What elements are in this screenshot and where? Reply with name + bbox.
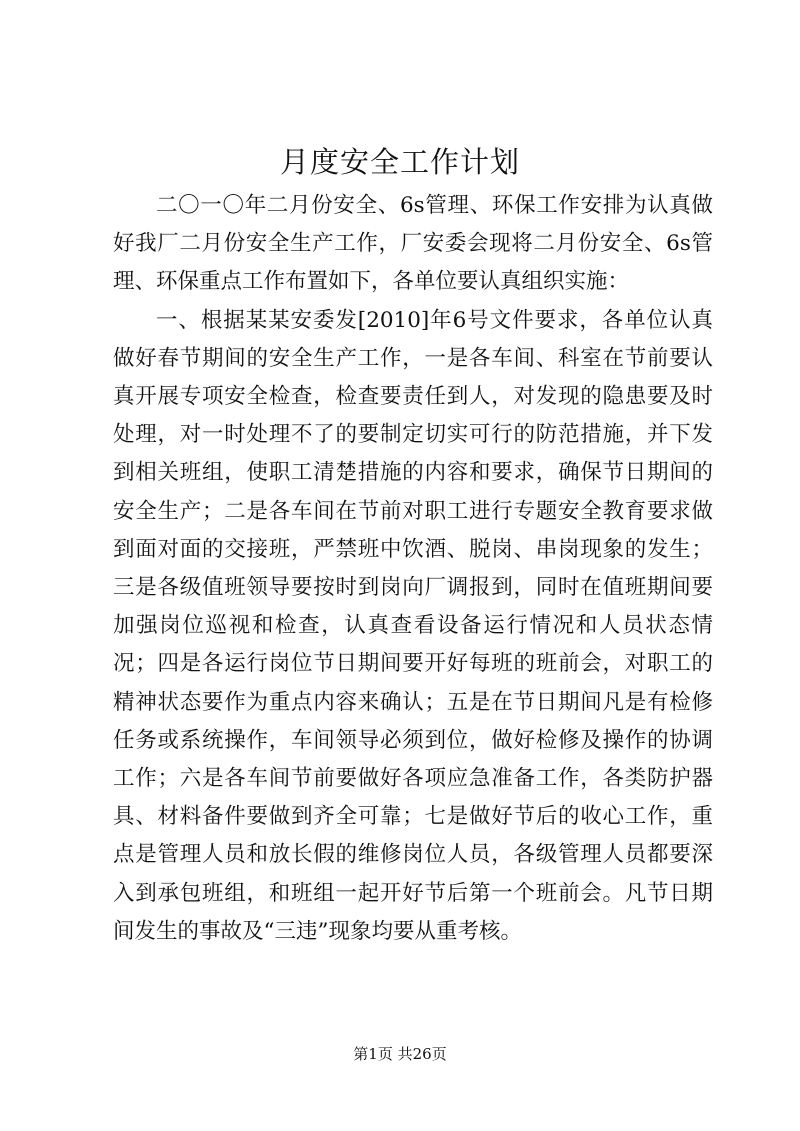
document-body — [113, 187, 713, 951]
paragraph-intro: 二〇一〇年二月份安全、6s管理、环保工作安排为认真做好我厂二月份安全生产工作，厂安委会现将二月份安全、6s管理、环保重点工作布置如下，各单位要认真组织实施： — [113, 193, 713, 295]
page-title: 月度安全工作计划 — [279, 145, 520, 179]
paragraph-item-1: 一、根据某某安委发[2010]年6号文件要求，各单位认真做好春节期间的安全生产工作，一是各车间、科室在节前要认真开展专项安全检查，检查要责任到人，对发现的隐患要及时处理，对一时处理不了的要制定切实可行的防范措施，并下发到相关班组，使职工清楚措施的内容和要求，确保节日期间的安全生产；二是各车间在节前对职工进行专题安全教育要求做到面对面的交接班，严禁班中饮酒、脱岗、串岗现象的发生；三是各级值班领导要按时到岗向厂调报到，同时在值班期间要加强岗位巡视和检查，认真查看设备运行情况和人员状态情况；四是各运行岗位节日期间要开好每班的班前会，对职工的精神状态要作为重点内容来确认；五是在节日期间凡是有检修任务或系统操作，车间领导必须到位，做好检修及操作的协调工作；六是各车间节前要做好各项应急准备工作，各类防护器具、材料备件要做到齐全可靠；七是做好节后的收心工作，重点是管理人员和放长假的维修岗位人员，各级管理人员都要深入到承包班组，和班组一起开好节后第一个班前会。凡节日期间发生的事故及“三违”现象均要从重考核。 — [113, 307, 713, 944]
page-number-footer: 第1页 共26页 — [353, 1045, 447, 1063]
